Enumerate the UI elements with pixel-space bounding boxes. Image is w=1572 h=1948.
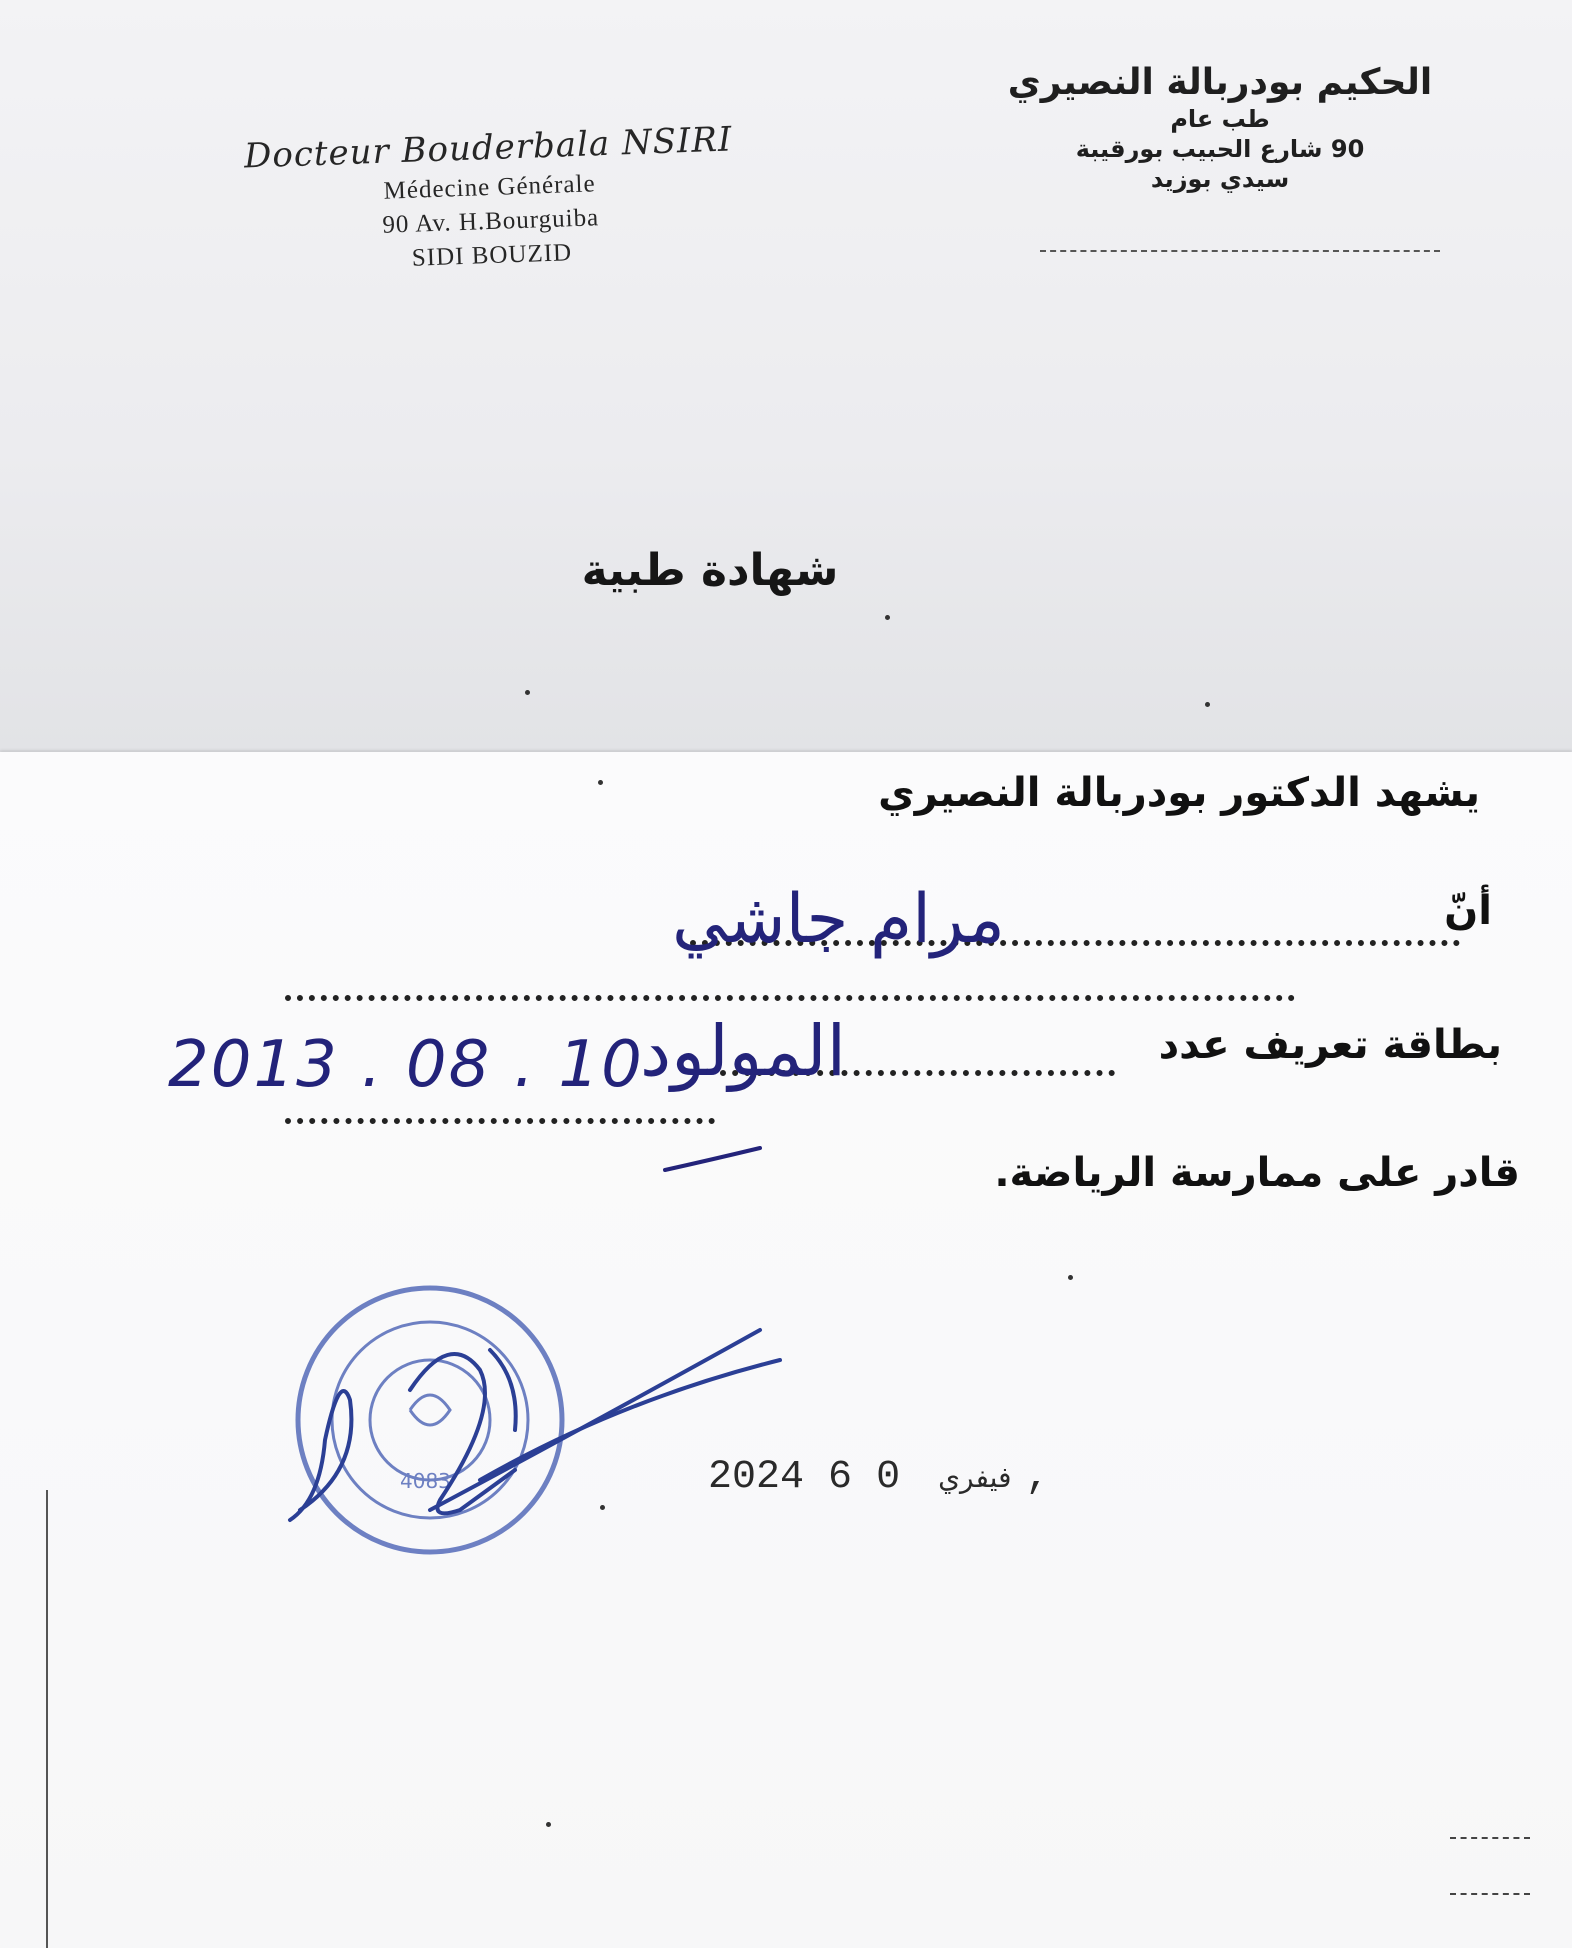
specialty-ar: طب عام: [1170, 105, 1270, 133]
address-ar: 90 شارع الحبيب بورقيبة: [1075, 135, 1365, 163]
speck: [1068, 1275, 1073, 1280]
that-prefix: أنّ: [1444, 888, 1492, 934]
letterhead-dashed-line: [1040, 250, 1440, 254]
date-year: 2024: [708, 1455, 805, 1500]
id-dotted-line-2: [285, 1118, 715, 1124]
handwritten-patient-name: مرام جاشي: [672, 880, 1005, 959]
letterhead-french: [198, 118, 783, 280]
doctor-name-ar: الحكيم بودربالة النصيري: [1007, 62, 1433, 103]
corner-dash: [1450, 1893, 1530, 1895]
city-ar: سيدي بوزيد: [1150, 165, 1290, 193]
date-day: 0 6,: [828, 1455, 1050, 1500]
underline-stroke: [660, 1140, 770, 1180]
speck: [546, 1822, 551, 1827]
round-stamp: [298, 1288, 562, 1552]
speck: [885, 615, 890, 620]
address-fr: 90 Av. H.Bourguiba: [381, 204, 600, 239]
letterhead-arabic: [960, 62, 1480, 193]
specialty-fr: Médecine Générale: [383, 170, 597, 205]
id-card-label: بطاقة تعريف عدد: [1158, 1022, 1502, 1068]
date-stamp: [708, 1455, 1049, 1500]
date-month: فيفري: [938, 1461, 1012, 1494]
speck: [600, 1505, 605, 1510]
speck: [1205, 702, 1210, 707]
page-edge-line: [46, 1490, 48, 1948]
handwritten-born-label: المولود: [640, 1010, 847, 1092]
city-fr: SIDI BOUZID: [411, 239, 573, 272]
speck: [598, 780, 603, 785]
doctor-name-fr: Docteur Bouderbala NSIRI: [243, 119, 734, 177]
name-dotted-line-2: [285, 995, 1295, 1001]
certify-text: يشهد الدكتور بودربالة النصيري: [878, 770, 1480, 816]
document-title: شهادة طبية: [581, 545, 839, 596]
stamp-number: 4083: [400, 1469, 451, 1493]
handwritten-birth-date: 2013 . 08 . 10: [168, 1028, 644, 1102]
corner-dash: [1450, 1837, 1530, 1839]
doctor-stamp-and-signature: [280, 1270, 800, 1590]
fit-for-sport-text: قادر على ممارسة الرياضة.: [994, 1150, 1520, 1196]
speck: [525, 690, 530, 695]
